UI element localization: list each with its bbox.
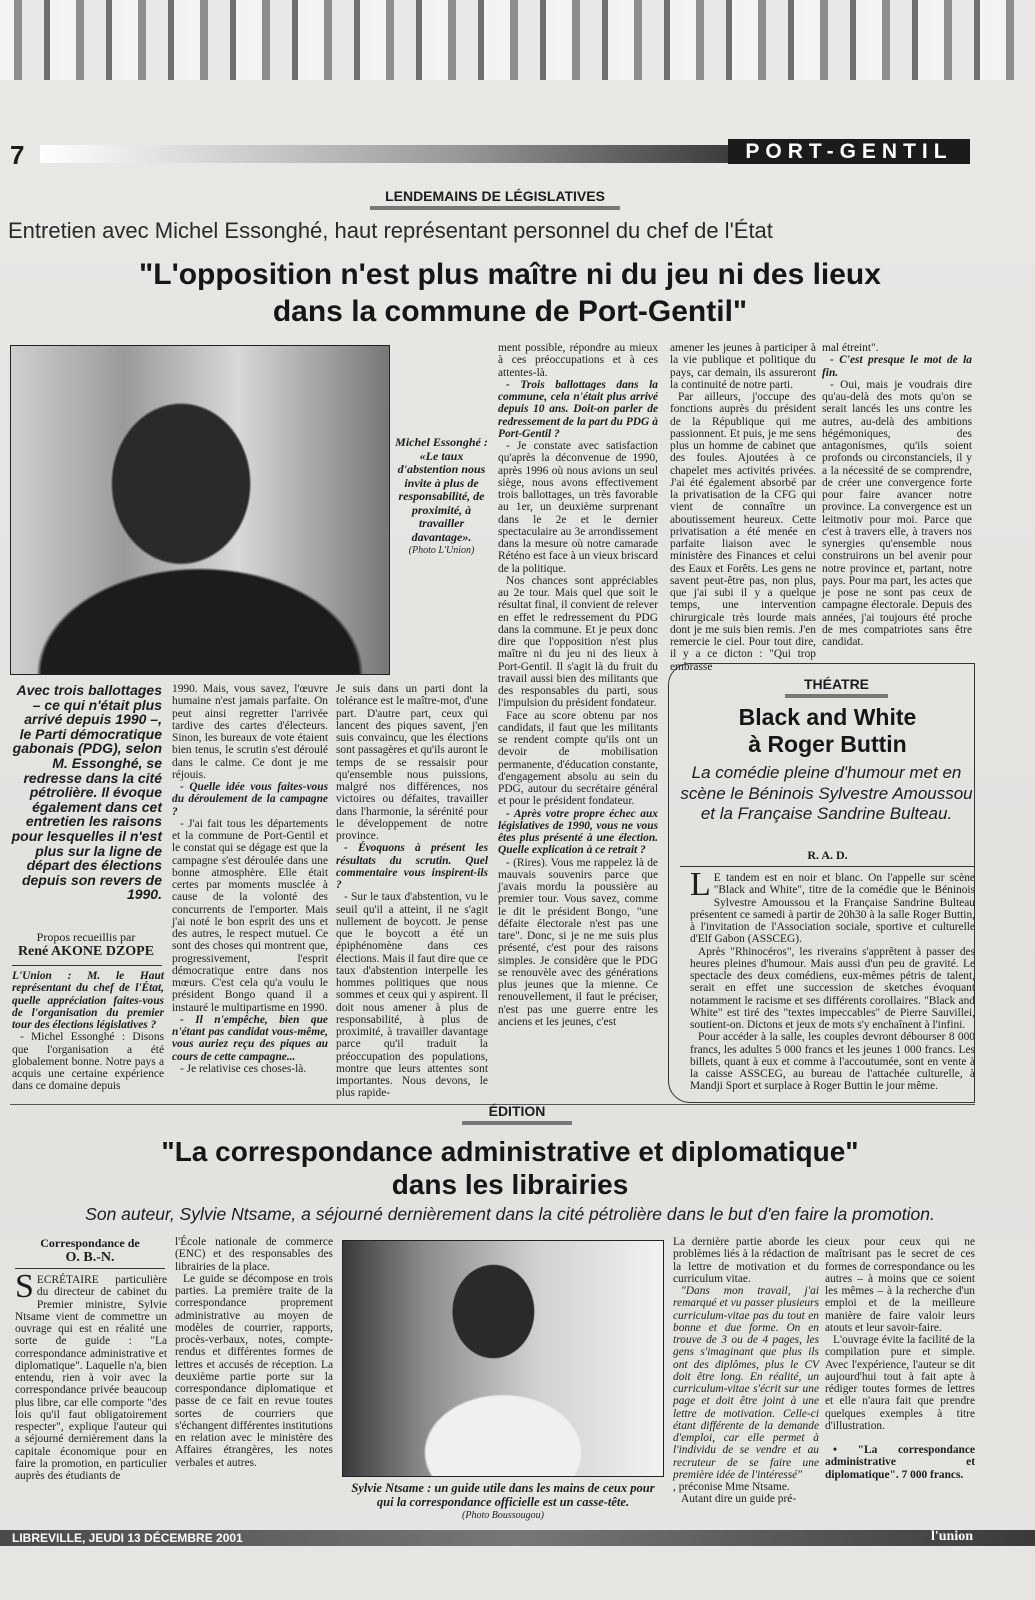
theatre-title-line-1: Black and White — [738, 704, 917, 730]
paragraph: LE tandem est en noir et blanc. On l'appelle sur scène "Black and White", titre de la comédie que le Béninois Sylvestre Amoussou et la Française Sandrine Bulteau présentent ce samedi à partir de 20h30 à la salle Roger Buttin, à l'invitation de l'Association sociale, sportive et culturelle d'Elf Gabon (ASSCEG). — [690, 866, 975, 946]
paragraph: l'École nationale de commerce (ENC) et des responsables des librairies de la place. — [175, 1236, 333, 1273]
newspaper-logo: l'union — [930, 1529, 973, 1544]
byline — [10, 930, 162, 959]
interview-question: - Trois ballottages dans la commune, cela n'était plus arrivé depuis 10 ans. Doit-on parler de redressement de la part du PDG à Port-Gentil ? — [498, 378, 658, 440]
headline-line-1: "L'opposition n'est plus maître ni du jeu ni des lieux — [139, 258, 881, 291]
theatre-title — [680, 704, 975, 758]
interview-question: - Il n'empêche, bien que n'étant pas candidat vous-même, vous auriez reçu des piques au cours de cette campagne... — [172, 1013, 328, 1063]
photo-caption — [394, 436, 489, 558]
section-label: PORT-GENTIL — [728, 139, 970, 164]
paragraph: Autant dire un guide pré- — [681, 1493, 797, 1506]
theatre-deck: La comédie pleine d'humour met en scène le Béninois Sylvestre Amoussou et la Française Sandrine Bulteau. — [680, 763, 973, 823]
theatre-body — [690, 866, 975, 1093]
paragraph: Nos chances sont appréciables au 2e tour. Mais quel que soit le résultat final, il convient de relever en effet le redressement du PDG dans la commune. Et je peux donc dire que l'opposition n'est plus maître ni du jeu ni des lieux à Port-Gentil. Il s'agit là du fruit du travail aussi bien des militants que des responsables du parti, sous l'impulsion du président fondateur. — [498, 574, 658, 710]
paragraph: amener les jeunes à participer à la vie publique et politique du pays, car demain, ils assureront la continuité de notre parti. — [670, 342, 816, 391]
byline-author: René AKONE DZOPE — [17, 944, 155, 959]
interview-kicker: LENDEMAINS DE LÉGISLATIVES — [370, 188, 620, 210]
interview-question: - Quelle idée vous faites-vous du déroulement de la campagne ? — [172, 781, 328, 818]
paragraph: L'ouvrage évite la facilité de la compilation pure et simple. Avec l'expérience, l'auteur se dit aujourd'hui tout à fait apte à rédiger toutes formes de lettres et elle n'aura fait que prendre quelques exemples à titre d'illustration. — [825, 1334, 975, 1432]
header-bar — [40, 145, 730, 163]
paragraph: - J'ai fait tous les départements et la commune de Port-Gentil et le constat qui se dégage est que la campagne s'est déroulée dans une bonne atmosphère. Elle était certes par moments musclée à cause de la volonté des concurrents de l'emporter. Mais j'ai noté le bon esprit des uns et des autres, le respect mutuel. Ce sont des choses qui montrent que, progressivement, l'esprit démocratique entre dans nos mœurs. C'est cela qu'a voulu le président Bongo quand il a instauré le multipartisme en 1990. — [172, 817, 328, 1014]
interview-column-3 — [336, 683, 488, 1100]
footer-dateline: LIBREVILLE, JEUDI 13 DÉCEMBRE 2001 — [12, 1531, 243, 1545]
theatre-byline: R. A. D. — [807, 848, 848, 862]
paragraph: Pour accéder à la salle, les couples devront débourser 8 000 francs, les adultes 5 000 francs et les jeunes 1 000 francs. Les billets, quant à eux et comme à l'accoutumée, sont en vente à la caisse ASSCEG, au bureau de l'attachée culturelle, à Mandji Sport et surplace à Roger Buttin le jour même. — [690, 1031, 975, 1093]
paragraph: - Oui, mais je voudrais dire qu'au-delà des mots qu'on se serait lancés les uns contre les autres, au-delà des ambitions hégémoniques, des antagonismes, qu'ils soient profonds ou circonstanciels, il y a la nécessité de se comprendre, de créer une convergence forte pour faire avancer notre province. La convergence est un leitmotiv pour moi. Parce que c'est à travers elle, à travers nos synergies qu'ensemble nous construirons un bel avenir pour notre province et, partant, notre pays. Pour ma part, les actes que je pose ne sont pas ceux de campagne électorale. Depuis des années, j'ai toujours été proche de mes compatriotes sans être candidat. — [822, 378, 972, 648]
edition-byline — [15, 1236, 165, 1265]
paragraph: • "La correspondance administrative et diplomatique". 7 000 francs. — [825, 1444, 975, 1481]
paragraph: Par ailleurs, j'occupe des fonctions auprès du président de la République qui me passionnent. Et puis, je me sens plus un homme de cabinet que des foules. Ajoutées à ce chapelet mes activités privées. J'ai été également absorbé par la privatisation de la CFG qui vient de connaître un aboutissement heureux. Cette privatisation a été menée en parfaite liaison avec le ministère des Finances et celui des Eaux et Forêts. Les gens ne savent peut-être pas, non plus, que j'ai subi il y a quelque temps, une intervention chirurgicale très lourde mais dont je me suis bien remis. J'en remercie le ciel. Pour tout dire, il y a ce dicton : "Qui trop embrasse — [670, 391, 816, 673]
divider — [15, 1268, 165, 1269]
edition-column-1 — [15, 1268, 167, 1482]
divider — [12, 965, 162, 966]
portrait-photo-essonghe — [10, 345, 390, 675]
headline-line-2: dans la commune de Port-Gentil" — [272, 295, 748, 328]
photo-credit: (Photo L'Union) — [408, 545, 475, 556]
edition-byline-author: O. B.-N. — [65, 1250, 115, 1265]
paragraph: - Sur le taux d'abstention, vu le seuil qu'il a atteint, il ne s'agit nullement de boycott. Je pense que le boycott a été un épiphénomène dans ces élections. Mais il faut dire que ce taux d'abstention interpelle les hommes politiques que nous sommes et ceux qui y aspirent. Il doit nous amener à plus de responsabilité, à plus de proximité, à travailler davantage parce qu'il traduit la préoccupation des populations, montre que leurs attentes sont importantes. Nous devons, le plus rapide- — [336, 891, 488, 1100]
paragraph: "Dans mon travail, j'ai remarqué et vu passer plusieurs curriculum-vitae pas du tout en bonne et due forme. On en trouve de 3 ou de 4 pages, les gens s'imaginant que plus ils ont des diplômes, plus le CV doit être long. En réalité, un curriculum-vitae s'écrit sur une page et doit être joint à une lettre de motivation. Celle-ci étant différente de la demande d'emploi, car elle permet à l'individu de se vendre et au recruteur de se faire une première idée de l'intéressé" — [673, 1285, 819, 1481]
caption-text: Sylvie Ntsame : un guide utile dans les mains de ceux pour qui la correspondance officielle est un casse-tête. — [351, 1481, 655, 1509]
paragraph: La dernière partie aborde les problèmes liés à la rédaction de la lettre de motivation et du curriculum vitae. — [673, 1236, 819, 1285]
edition-kicker: ÉDITION — [462, 1103, 572, 1125]
edition-column-2 — [175, 1236, 333, 1469]
paragraph: SECRÉTAIRE particulière du directeur de cabinet du Premier ministre, Sylvie Ntsame vient de commettre un ouvrage qui est en réalité une sorte de guide : "La correspondance administrative et diplomatique". Laquelle n'a, bien entendu, rien à voir avec la correspondance privée beaucoup plus libre, car elle comporte "des lois qu'il faut obligatoirement respecter", explique l'auteur qui a séjourné dernièrement dans la capitale économique pour en faire la promotion, en particulier auprès des étudiants de — [15, 1268, 167, 1482]
paragraph: Le guide se décompose en trois parties. La première traite de la correspondance proprement administrative au moyen de modèles de courrier, rapports, procès-verbaux, notes, compte-rendus et différentes formes de lettres et accusés de réception. La deuxième partie porte sur la correspondance diplomatique et passe de ce fait en revue toutes sortes de courriers que s'échangent différentes institutions en relation avec le ministère des Affaires étrangères, les notes verbales et autres. — [175, 1272, 333, 1469]
edition-headline — [10, 1135, 1010, 1201]
interview-column-2 — [172, 683, 328, 1075]
caption-text: Michel Essonghé : «Le taux d'abstention nous invite à plus de responsabilité, de proximité, à travailler davantage». — [395, 435, 488, 544]
interview-headline — [10, 256, 1010, 330]
theatre-kicker: THÉATRE — [785, 676, 888, 698]
edition-column-4 — [825, 1236, 975, 1481]
portrait-photo-ntsame — [342, 1240, 664, 1477]
paragraph: - Michel Essonghé : Disons que l'organisation a été globalement bonne. Notre pays a acquis une certaine expérience dans ce domaine depuis — [12, 1031, 164, 1093]
photo-credit: (Photo Boussougou) — [462, 1510, 544, 1521]
paragraph: Face au score obtenu par nos candidats, il faut que les militants se rendent compte qu'ils ont un devoir de mobilisation permanente, d'éducation constante, d'engagement absolu au sein du PDG, autour du secrétaire général et pour le président fondateur. — [498, 709, 658, 808]
interview-column-5 — [670, 342, 816, 673]
theatre-title-line-2: à Roger Buttin — [748, 731, 907, 757]
photo-caption — [342, 1482, 664, 1523]
page-number: 7 — [10, 140, 25, 170]
paragraph: cieux pour ceux qui ne maîtrisant pas le secret de ces formes de correspondance ou les autres – à moins que ce soient les mêmes – à la recherche d'un emploi et de la meilleure manière de faire valoir leurs atouts et leur savoir-faire. — [825, 1236, 975, 1334]
paragraph: - (Rires). Vous me rappelez là de mauvais souvenirs parce que j'avais mordu la poussière au premier tour. Vous savez, comme le dit le président Bongo, "une défaite électorale n'est pas une tare". Donc, si je ne me suis plus présenté, c'est pour des raisons simples. Je considère que le PDG se renouvèle avec des générations plus jeunes que la mienne. Ce renouvellement, il faut le préciser, n'est pas une guerre entre les anciens et les jeunes, c'est — [498, 856, 658, 1028]
paragraph: - Je relativise ces choses-là. — [180, 1062, 307, 1075]
paragraph: Je suis dans un parti dont la tolérance est le maître-mot, d'une part. D'autre part, ceux qui lancent des piques savent, j'en suis convaincu, que les élections sont passagères et qu'ils auront le temps de se ressaisir pour qu'ensemble nous puissions, malgré nos différences, nos victoires ou défaites, travailler dans l'harmonie, la sérénité pour le développement de notre province. — [336, 683, 488, 842]
edition-column-3 — [673, 1236, 819, 1506]
edition-byline-label: Correspondance de — [40, 1236, 140, 1250]
edition-headline-line-2: dans les librairies — [391, 1169, 629, 1200]
article-intro: Avec trois ballottages – ce qui n'était plus arrivé depuis 1990 –, le Parti démocratique gabonais (PDG), selon M. Essonghé, se redresse dans la cité pétrolière. Il évoque également dans cet entretien les raisons pour lesquelles il n'est plus sur la ligne de départ des élections depuis son revers de 1990. — [11, 682, 162, 903]
paragraph: , préconise Mme Ntsame. — [673, 1481, 790, 1493]
paragraph: ment possible, répondre au mieux à ces préoccupations et à ces attentes-là. — [498, 342, 658, 379]
paragraph: Après "Rhinocéros", les riverains s'apprêtent à passer des heures pleines d'humour. Mais aussi d'un peu de gravité. Le spectacle des deux comédiens, eux-mêmes pétris de talent, serait en effet une succession de sketches évoquant notamment le racisme et ses différents corollaires. "Black and White" est tiré des "textes impeccables" de Pierre Sauvillei, soutient-on. Dictons et jeux de mots s'y enchaînent à l'infini. — [690, 945, 975, 1031]
interview-column-1 — [12, 970, 164, 1093]
interview-question: - Après votre propre échec aux législatives de 1990, vous ne vous êtes plus présenté à une élection. Quelle explication à ce retrait ? — [498, 807, 658, 857]
edition-headline-line-1: "La correspondance administrative et diplomatique" — [161, 1136, 859, 1167]
scanner-background — [0, 0, 1035, 82]
interview-question: L'Union : M. le Haut représentant du chef de l'État, quelle appréciation faites-vous de l'organisation du premier tour des élections législatives ? — [12, 970, 164, 1031]
interview-column-4 — [498, 342, 658, 1028]
edition-deck: Son auteur, Sylvie Ntsame, a séjourné dernièrement dans la cité pétrolière dans le but d'en faire la promotion. — [85, 1204, 935, 1224]
byline-label: Propos recueillis par — [36, 930, 136, 944]
interview-subtitle: Entretien avec Michel Essonghé, haut représentant personnel du chef de l'État — [8, 218, 773, 243]
divider — [680, 866, 975, 867]
paragraph: mal étreint". — [822, 342, 879, 354]
paragraph: - Je constate avec satisfaction qu'après la déconvenue de 1990, après 1996 où nous avions un seul siège, nous avons effectivement trois ballottages, un très favorable au 1er, un deuxième surprenant dans le 2e et le dernier spectaculaire au 3e arrondissement dans la mesure où notre camarade Réténo est face à un vieux briscard de la politique. — [498, 440, 658, 575]
paragraph: 1990. Mais, vous savez, l'œuvre humaine n'est jamais parfaite. On peut ainsi regretter l'arrivée tardive des cartes d'électeurs. Sinon, les bureaux de vote étaient bien tenus, le scrutin s'est déroulé dans le calme. Ce dont je me réjouis. — [172, 683, 328, 781]
interview-column-6 — [822, 342, 972, 648]
interview-question: - Évoquons à présent les résultats du scrutin. Quel commentaire vous inspirent-ils ? — [336, 842, 488, 891]
interview-question: - C'est presque le mot de la fin. — [822, 354, 972, 379]
